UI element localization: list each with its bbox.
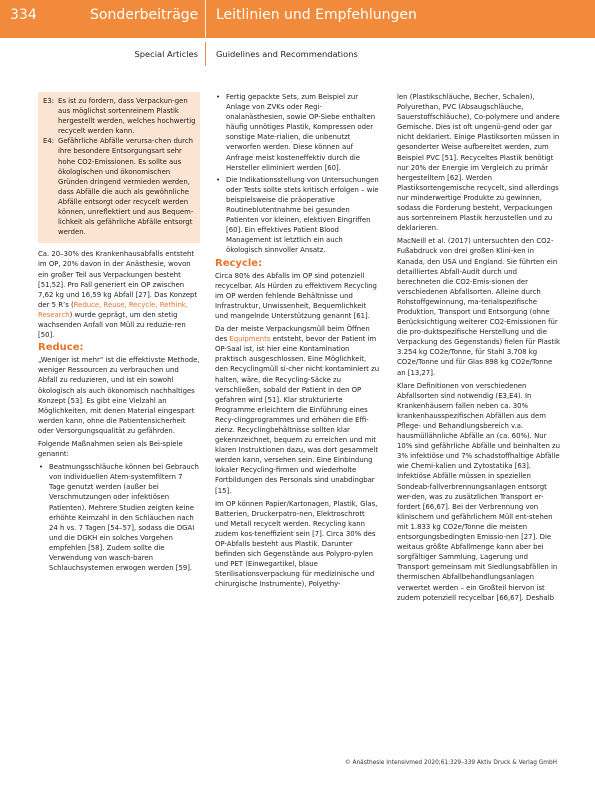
- bullet-list: [215, 92, 380, 256]
- section-title: Sonderbeiträge: [90, 7, 199, 23]
- paragraph: Im OP können Papier/Kartonagen, Plastik, Glas, Batterien, Druckerpatro-nen, Elektroschrott und Metall recycelt werden. Recycling kann zudem kos-teneffizient sein [7]. Circa 30% des OP-Abfalls besteht aus Plastik. Darunter befinden sich Gegenstände aus Polypro-pylen und PET (Einwegartikel, blaue Sterilisationsverpackung für medizinische und chirurgische Instrumente), Polyethy-: [215, 499, 378, 589]
- paragraph: MacNeill et al. (2017) untersuchten den CO2-Fußabdruck von drei großen Klini-ken in Kanada, den USA und England. Sie führten ein detailliertes Abfall-Audit durch und berechneten die CO2-Emis-sionen der verschiedenen Abfallsorten. Alleine durch Rohstoffgewinnung, ma-terialspezifische Produktion, Transport und Entsorgung (ohne Berücksichtigung weiterer CO2-Emissionen für die pro-duktspezifische Herstellung und die Verpackung des Gegenstands) fielen für Plastik 3.254 kg CO2e/Tonne, für Stahl 3.708 kg CO2e/Tonne und für Glas 898 kg CO2e/Tonne an [13,27].: [397, 237, 560, 377]
- paragraph: Klare Definitionen von verschiedenen Abfallsorten sind notwendig (E3,E4). In Krankenhäusern fallen neben ca. 30% krankenhausspezifischen Abfällen aus dem Pflege- und Behandlungsbereich v.a. hausmüllähnliche Abfälle an (ca. 60%). Nur 10% sind gefährliche Abfälle und beinhalten zu 3% infektiöse und 7% schadstoffhaltige Abfälle wie Chemi-kalien und Zytostatika [63]. Infektiöse Abfälle müssen in speziellen Sondeab-fallverbrennungsanlagen entsorgt wer-den, was zu zusätzlichen Transport er-fordert [66,67]. Bei der Verbrennung von klinischem und gefährlichem Müll ent-stehen mit 1.833 kg CO2e/Tonne die meisten entsorgungsbedingten Emissio-nen [27]. Die weitaus größte Abfallmenge kann aber bei sorgfältiger Sammlung, Lagerung und Transport gemeinsam mit Siedlungsabfällen in thermischen Abfallbehandlungsanlagen verwertet werden – ein Großteil hiervon ist zudem potenziell recycelbar [66,67]. Deshalb: [397, 381, 560, 602]
- subheader-divider: [205, 42, 206, 66]
- list-item: • Fertig gepackte Sets, zum Beispiel zur Anlage von ZVKs oder Regi-onalanästhesien, sowie OP-Siebe enthalten häufig unnötiges Plastik, Kompressen oder sonstige Mate-rialien, die unbenutzt verworfen werden. Diese können auf Anfrage meist kosteneffektiv durch die Hersteller eliminiert werden [60].: [215, 92, 380, 173]
- recommendation-text: Gefährliche Abfälle verursa-chen durch ihre besondere Entsorgungsart sehr hohe CO2-Emissionen. Es sollte aus ökologischen und ökonomischen Gründen dringend vermieden werden, dass Abfälle die auch als gewöhnliche Abfälle entsorgt oder recycelt werden können, unreflektiert und aus Bequem-lichkeit als gefährliche Abfälle entsorgt werden.: [58, 137, 194, 237]
- bullet-list: [38, 462, 200, 573]
- paragraph: Folgende Maßnahmen seien als Bei-spiele genannt:: [38, 440, 183, 459]
- recommendation-e4: [43, 136, 196, 237]
- page-number: 334: [10, 7, 37, 23]
- column-right: [397, 92, 561, 606]
- page-header: [0, 0, 595, 38]
- recommendation-e3: [43, 96, 196, 136]
- highlight-5rs: Reduce, Reuse, Recycle, Rethink, Research: [38, 300, 188, 319]
- subheader-topic-en: Guidelines and Recommendations: [216, 49, 358, 59]
- column-middle: [215, 92, 380, 593]
- paragraph: Da der meiste Verpackungsmüll beim Öffnen des Equipments entsteht, bevor der Patient im OP-Saal ist, ist hier eine Kontamination praktisch ausgeschlossen. Eine Möglichkeit, den Recyclingmüll si-cher nicht kontaminiert zu halten, wäre, die Recycling-Säcke zu verschließen, sobald der Patient in den OP gefahren wird [51]. Klar strukturierte Programme erleichtern die Einführung eines Recy-clingprogrammes und erhöhen die Effi-zienz. Recyclingbehältnisse sollten klar gekennzeichnet, bequem zu erreichen und mit klaren Instruktionen dazu, was dort gesammelt werden kann, versehen sein. Eine Einbindung lokaler Recycling-firmen und wiederholte Fortbildungen des Personals sind unabdingbar [15].: [215, 325, 380, 495]
- recommendation-box: [38, 92, 200, 243]
- subheader-section-en: Special Articles: [134, 49, 198, 59]
- list-item: • Die Indikationsstellung von Untersuchungen oder Tests sollte stets kritisch erfolgen – wie beispielsweise die präoperative Routineblutentnahme bei gesunden Patienten vor kleinen, elektiven Eingriffen [60]. Ein effektives Patient Blood Management ist letztlich ein auch ökologisch sinnvoller Ansatz.: [215, 175, 380, 256]
- paragraph: „Weniger ist mehr“ ist die effektivste Methode, weniger Ressourcen zu verbrauchen und Abfall zu reduzieren, und ist ein sowohl ökologisch als auch ökonomisch nachhaltiges Konzept [53]. Es gibt eine Vielzahl an Möglichkeiten, mit denen Material eingespart werden kann, ohne die Patientensicherheit oder Versorgungsqualität zu gefährden.: [38, 356, 200, 435]
- paragraph: Ca. 20–30% des Krankenhausabfalls entsteht im OP, 20% davon in der Anästhesie, wovon ein großer Teil aus Verpackungen besteht [51,52]. Pro Fall generiert ein OP zwischen 7,62 kg und 16,59 kg Abfall [27]. Das Konzept der 5 R’s (Reduce, Reuse, Recycle, Rethink, Research) wurde geprägt, um den stetig wachsenden Anfall von Müll zu reduzie-ren [50].: [38, 250, 198, 340]
- recommendation-label: E3:: [43, 97, 55, 105]
- topic-title: Leitlinien und Empfehlungen: [216, 7, 417, 23]
- section-heading-reduce: Reduce:: [38, 342, 84, 354]
- paragraph: Circa 80% des Abfalls im OP sind potenziell recycelbar. Als Hürden zu effektivem Recycling im OP werden fehlende Behältnisse und Infrastruktur, Unwissenheit, Bequemlichkeit und mangelnde Unterstützung genannt [61].: [215, 271, 377, 320]
- header-divider: [205, 0, 206, 38]
- paragraph: len (Plastikschläuche, Becher, Schalen), Polyurethan, PVC (Absaugschläuche, Sauerstoffschläuche), Co-polymere und andere Gemische. Dies ist oft ungenü-gend oder gar nicht deklariert. Einige Plastiksorten müssen in gesonderter Weise aufbereitet werden, zum Beispiel PVC [51]. Recyceltes Plastik benötigt nur 20% der Energie im Vergleich zu primär hergestelltem [62]. Werden Plastiksortengemische recycelt, sind allerdings nur minderwertige Produkte zu gewinnen, sodass die Forderung besteht, Verpackungen aus sortenreinem Plastik herzustellen und zu deklarieren.: [397, 93, 560, 233]
- section-heading-recycle: Recycle:: [215, 257, 263, 269]
- list-item: • Beatmungsschläuche können bei Gebrauch von individuellen Atem-systemfiltern 7 Tage genutzt werden (außer bei Verschmutzungen oder infektiösen Patienten). Mehrere Studien zeigten keine erhöhte Keimzahl in den Schläuchen nach 24 h vs. 7 Tagen [54–57], sodass die DGAI und die DGKH ein solches Vorgehen empfehlen [58]. Zudem sollte die Verwendung von wasch-baren Schlauchsystemen erwogen werden [59].: [38, 462, 200, 573]
- column-left: [38, 92, 200, 575]
- recommendation-text: Es ist zu fordern, dass Verpackun-gen aus möglichst sortenreinem Plastik hergestellt werden, welches hochwertig recycelt werden kann.: [58, 97, 196, 136]
- highlight-equipments: Equipments: [229, 335, 271, 344]
- recommendation-label: E4:: [43, 137, 55, 146]
- page-footer: © Anästhesie Intensivmed 2020;61:329–339 Aktiv Druck & Verlag GmbH: [344, 760, 557, 766]
